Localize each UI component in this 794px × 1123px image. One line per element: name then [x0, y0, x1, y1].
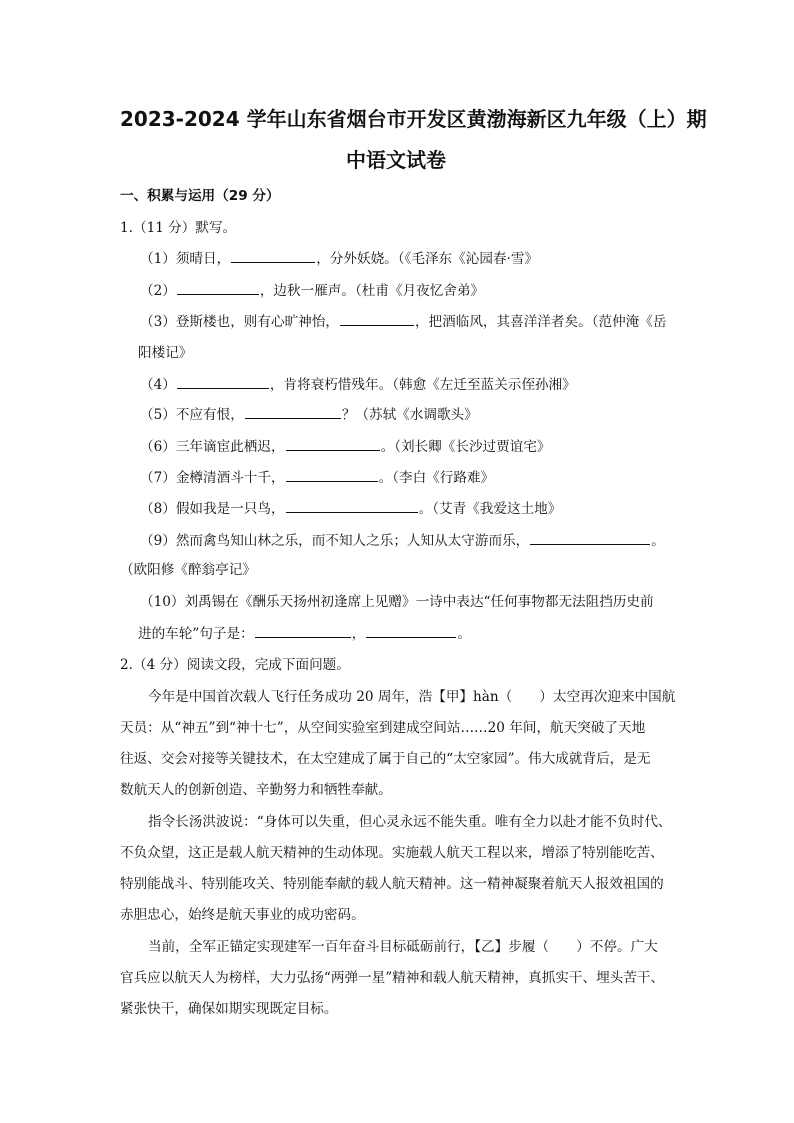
answer-blank[interactable] [245, 404, 341, 419]
q1-item-1 [140, 248, 538, 269]
answer-blank[interactable] [366, 623, 456, 638]
q1-item-5-post: ？（苏轼《水调歌头》 [341, 407, 478, 423]
q1-item-10-mid: ， [351, 626, 366, 642]
q1-item-8-post: 。（艾青《我爱这土地》 [418, 501, 562, 517]
passage-line: 不负众望，这正是载人航天精神的生动体现。实施载人航天工程以来，增添了特别能吃苦、 [120, 845, 664, 861]
answer-blank[interactable] [177, 280, 259, 295]
passage-line: 官兵应以航天人为榜样，大力弘扬“两弹一星”精神和载人航天精神，真抓实干、埋头苦干、 [120, 970, 665, 986]
question-2-stem: 2.（4 分）阅读文段，完成下面问题。 [120, 657, 350, 673]
passage-line: 紧张快干，确保如期实现既定目标。 [120, 1001, 338, 1017]
passage-line: 当前，全军正锚定实现建军一百年奋斗目标砥砺前行，【乙】步履（ ）不停。广大 [148, 939, 658, 955]
page-title-line1: 2023-2024 学年山东省烟台市开发区黄渤海新区九年级（上）期 [120, 107, 707, 131]
q1-item-10: （10）刘禹锡在《酬乐天扬州初逢席上见赠》一诗中表达“任何事物都无法阻挡历史前 [140, 594, 654, 610]
passage-line: 指令长汤洪波说：“身体可以失重，但心灵永远不能失重。唯有全力以赴才能不负时代、 [148, 814, 672, 830]
q1-item-7-post: 。（李白《行路难》 [378, 470, 495, 486]
answer-blank[interactable] [286, 467, 378, 482]
answer-blank[interactable] [340, 311, 414, 326]
section-heading: 一、积累与运用（29 分） [120, 188, 280, 204]
q1-item-3 [140, 311, 666, 332]
q1-item-4-pre: （4） [140, 377, 176, 393]
passage-line: 天员：从“神五”到“神十七”，从空间实验室到建成空间站……20 年间，航天突破了天地 [120, 720, 646, 736]
q1-item-7 [140, 467, 494, 488]
answer-blank[interactable] [530, 530, 650, 545]
q1-item-2-post: ，边秋一雁声。（杜甫《月夜忆舍弟》 [259, 283, 485, 299]
q1-item-6-post: 。（刘长卿《长沙过贾谊宅》 [380, 439, 551, 455]
q1-item-5 [140, 404, 478, 425]
q1-item-8-pre: （8）假如我是一只鸟， [140, 501, 285, 517]
q1-item-3-cont: 阳楼记》 [138, 345, 193, 361]
answer-blank[interactable] [255, 623, 351, 638]
q1-item-4 [140, 374, 576, 395]
passage-line: 赤胆忠心，始终是航天事业的成功密码。 [120, 907, 365, 923]
q1-item-7-pre: （7）金樽清酒斗十千， [140, 470, 285, 486]
q1-item-10-cont [138, 623, 471, 644]
passage-line: 往返、交会对接等关键技术，在太空建成了属于自己的“太空家园”。伟大成就背后，是无 [120, 751, 651, 767]
q1-item-1-post: ，分外妖娆。（《毛泽东《沁园春·雪》 [316, 251, 539, 267]
answer-blank[interactable] [286, 498, 418, 513]
q1-item-9 [140, 530, 665, 551]
q1-item-2-pre: （2） [140, 283, 176, 299]
q1-item-10-pre: 进的车轮”句子是： [138, 626, 254, 642]
passage-line: 特别能战斗、特别能攻关、特别能奉献的载人航天精神。这一精神凝聚着航天人报效祖国的 [120, 876, 664, 892]
page-title-line2: 中语文试卷 [346, 148, 446, 172]
q1-item-5-pre: （5）不应有恨， [140, 407, 244, 423]
q1-item-4-post: ，肯将衰朽惜残年。（韩愈《左迁至蓝关示侄孙湘》 [269, 377, 576, 393]
q1-item-9-post: 。 [651, 533, 665, 549]
q1-item-8 [140, 498, 561, 519]
answer-blank[interactable] [231, 248, 315, 263]
answer-blank[interactable] [177, 374, 269, 389]
q1-item-6 [140, 436, 551, 457]
q1-item-3-post: ，把酒临风，其喜洋洋者矣。（范仲淹《岳 [414, 314, 667, 330]
passage-line: 今年是中国首次载人飞行任务成功 20 周年，浩【甲】hàn（ ）太空再次迎来中国航 [148, 689, 676, 705]
question-1-stem: 1.（11 分）默写。 [120, 220, 237, 236]
q1-item-2 [140, 280, 484, 301]
q1-item-6-pre: （6）三年谪宦此栖迟， [140, 439, 285, 455]
passage-line: 数航天人的创新创造、辛勤努力和牺牲奉献。 [120, 782, 392, 798]
q1-item-1-pre: （1）须晴日， [140, 251, 231, 267]
q1-item-9-pre: （9）然而禽鸟知山林之乐，而不知人之乐；人知从太守游而乐， [140, 533, 530, 549]
answer-blank[interactable] [286, 436, 380, 451]
q1-item-3-pre: （3）登斯楼也，则有心旷神怡， [140, 314, 339, 330]
q1-item-9-cont: （欧阳修《醉翁亭记》 [120, 562, 256, 578]
q1-item-10-post: 。 [457, 626, 471, 642]
